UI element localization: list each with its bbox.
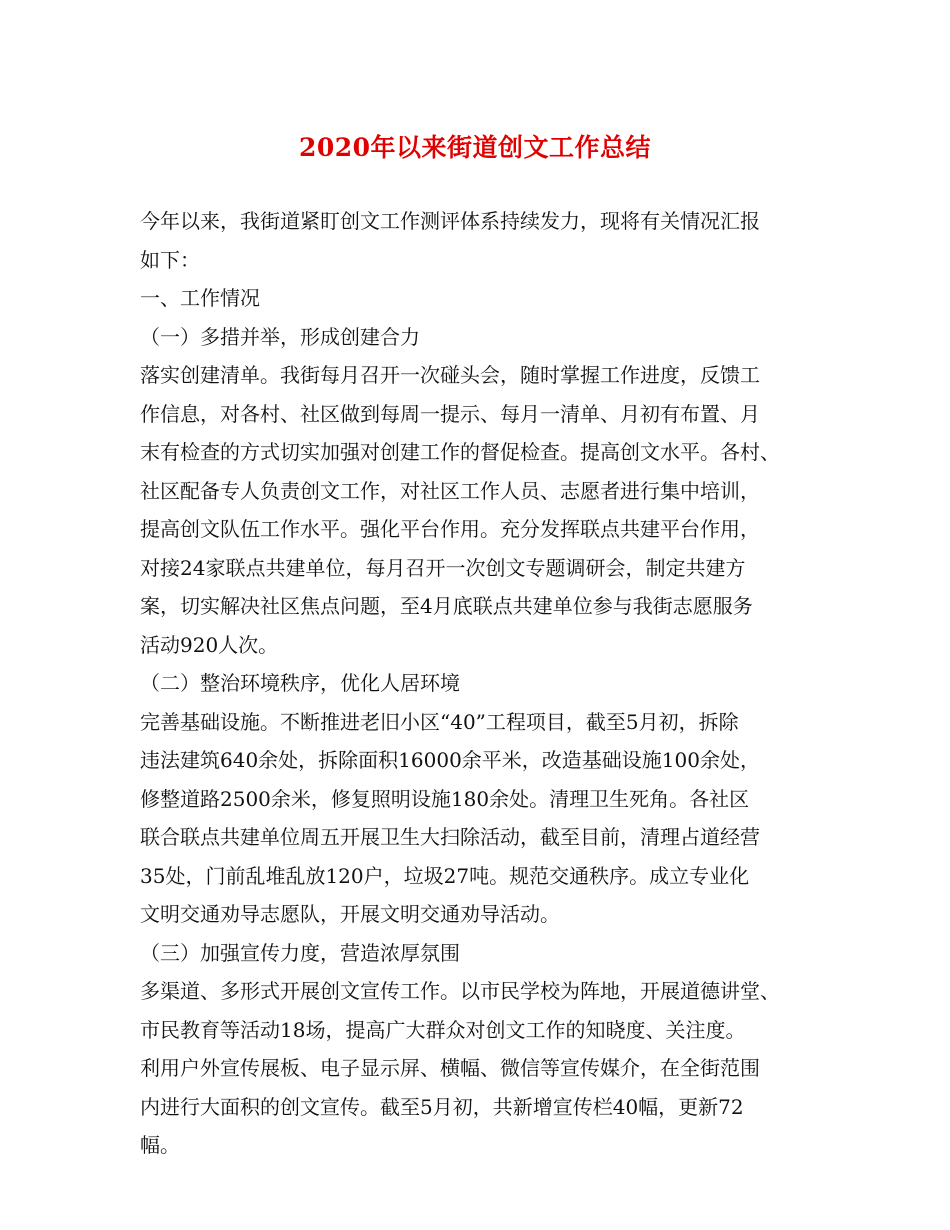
- paragraph-line: 利用户外宣传展板、电子显示屏、横幅、微信等宣传媒介，在全街范围: [140, 1056, 760, 1080]
- document-body: [140, 202, 830, 1165]
- subsection-heading: （一）多措并举，形成创建合力: [140, 324, 420, 349]
- document-title: 2020年以来街道创文工作总结: [298, 133, 652, 162]
- paragraph-line: 社区配备专人负责创文工作，对社区工作人员、志愿者进行集中培训，: [140, 478, 760, 503]
- paragraph-line: 内进行大面积的创文宣传。截至5月初，共新增宣传栏40幅，更新72: [140, 1094, 744, 1119]
- paragraph-line: 文明交通劝导志愿队，开展文明交通劝导活动。: [140, 902, 560, 926]
- paragraph-line: 作信息，对各村、社区做到每周一提示、每月一清单、月初有布置、月: [140, 401, 760, 426]
- paragraph-line: 落实创建清单。我街每月召开一次碰头会，随时掌握工作进度，反馈工: [140, 363, 760, 387]
- paragraph-line: 修整道路2500余米，修复照明设施180余处。清理卫生死角。各社区: [140, 786, 750, 811]
- paragraph-line: 活动920人次。: [140, 632, 279, 657]
- paragraph-line: 多渠道、多形式开展创文宣传工作。以市民学校为阵地，开展道德讲堂、: [140, 979, 780, 1003]
- section-heading: 一、工作情况: [140, 286, 260, 310]
- paragraph-line: 联合联点共建单位周五开展卫生大扫除活动，截至目前，清理占道经营: [140, 825, 760, 849]
- subsection-heading: （二）整治环境秩序，优化人居环境: [140, 671, 460, 695]
- subsection-heading: （三）加强宣传力度，营造浓厚氛围: [140, 940, 460, 965]
- paragraph-line: 末有检查的方式切实加强对创建工作的督促检查。提高创文水平。各村、: [140, 440, 780, 464]
- paragraph-line: 幅。: [140, 1133, 180, 1157]
- paragraph-line: 如下：: [140, 247, 200, 272]
- paragraph-line: 违法建筑640余处，拆除面积16000余平米，改造基础设施100余处，: [140, 748, 760, 772]
- paragraph-line: 提高创文队伍工作水平。强化平台作用。充分发挥联点共建平台作用，: [140, 517, 760, 541]
- paragraph-line: 市民教育等活动18场，提高广大群众对创文工作的知晓度、关注度。: [140, 1017, 746, 1042]
- paragraph-line: 35处，门前乱堆乱放120户，垃圾27吨。规范交通秩序。成立专业化: [140, 863, 750, 888]
- paragraph-line: 案，切实解决社区焦点问题，至4月底联点共建单位参与我街志愿服务: [140, 594, 753, 618]
- paragraph-line: 今年以来，我街道紧盯创文工作测评体系持续发力，现将有关情况汇报: [140, 209, 760, 233]
- paragraph-line: 完善基础设施。不断推进老旧小区“40”工程项目，截至5月初，拆除: [140, 709, 739, 734]
- paragraph-line: 对接24家联点共建单位，每月召开一次创文专题调研会，制定共建方: [140, 555, 746, 580]
